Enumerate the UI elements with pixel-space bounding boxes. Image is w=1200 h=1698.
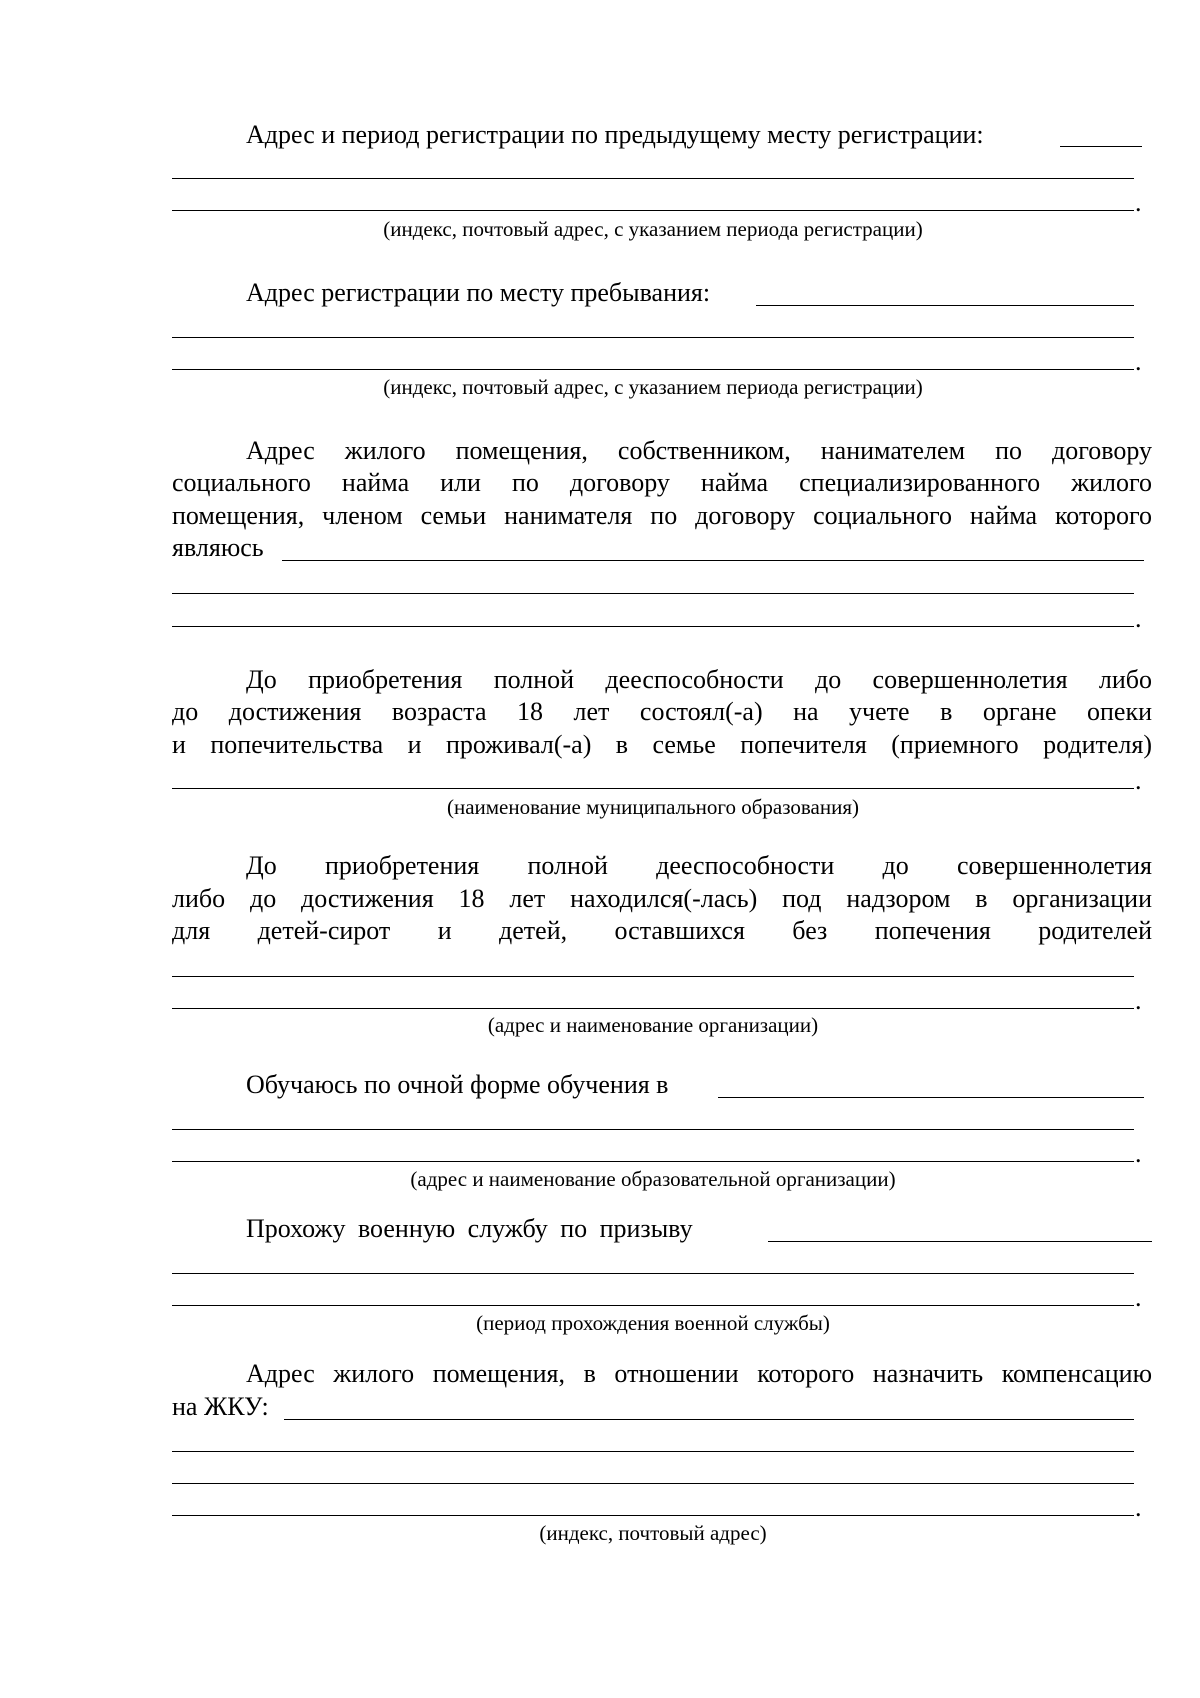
compensation-field-3[interactable] [172, 1483, 1134, 1484]
guardianship-text-line-1: До приобретения полной дееспособности до совершеннолетия либо [246, 665, 1152, 694]
prev-address-field-1[interactable] [1060, 146, 1142, 147]
education-field-2[interactable] [172, 1129, 1134, 1130]
military-field-1[interactable] [768, 1241, 1152, 1242]
orphanage-text-line-1: До приобретения полной дееспособности до совершеннолетия [246, 851, 1152, 880]
period-mark: . [1135, 347, 1142, 376]
residence-text-line-2: социального найма или по договору найма специализированного жилого [172, 468, 1152, 497]
residence-text-line-4: являюсь [172, 533, 264, 562]
guardianship-field[interactable] [172, 788, 1134, 789]
education-field-1[interactable] [718, 1097, 1144, 1098]
orphanage-caption: (адрес и наименование организации) [487, 1013, 819, 1037]
guardianship-caption: (наименование муниципального образования) [446, 795, 860, 819]
residence-field-1[interactable] [282, 560, 1144, 561]
military-field-3[interactable] [172, 1305, 1134, 1306]
guardianship-text-line-3: и попечительства и проживал(-а) в семье попечителя (приемного родителя) [172, 730, 1152, 759]
period-mark: . [1135, 1139, 1142, 1168]
education-field-3[interactable] [172, 1161, 1134, 1162]
period-mark: . [1135, 986, 1142, 1015]
stay-address-label: Адрес регистрации по месту пребывания: [246, 278, 711, 307]
education-label: Обучаюсь по очной форме обучения в [246, 1070, 669, 1099]
compensation-caption: (индекс, почтовый адрес) [539, 1521, 767, 1545]
period-mark: . [1135, 188, 1142, 217]
compensation-field-1[interactable] [284, 1419, 1134, 1420]
orphanage-field-1[interactable] [172, 976, 1134, 977]
period-mark: . [1135, 1283, 1142, 1312]
military-field-2[interactable] [172, 1273, 1134, 1274]
education-caption: (адрес и наименование образовательной организации) [410, 1167, 896, 1191]
prev-address-field-2[interactable] [172, 178, 1134, 179]
orphanage-text-line-3: для детей-сирот и детей, оставшихся без попечения родителей [172, 916, 1152, 945]
military-caption: (период прохождения военной службы) [476, 1311, 830, 1335]
period-mark: . [1135, 604, 1142, 633]
prev-address-label: Адрес и период регистрации по предыдущему месту регистрации: [246, 120, 984, 149]
military-label: Прохожу военную службу по призыву [246, 1214, 693, 1243]
residence-field-2[interactable] [172, 593, 1134, 594]
prev-address-caption: (индекс, почтовый адрес, с указанием периода регистрации) [383, 217, 923, 241]
stay-address-field-3[interactable] [172, 369, 1134, 370]
guardianship-text-line-2: до достижения возраста 18 лет состоял(-а) на учете в органе опеки [172, 697, 1152, 726]
orphanage-field-2[interactable] [172, 1008, 1134, 1009]
stay-address-field-2[interactable] [172, 337, 1134, 338]
period-mark: . [1135, 1493, 1142, 1522]
stay-address-field-1[interactable] [756, 305, 1134, 306]
orphanage-text-line-2: либо до достижения 18 лет находился(-лась) под надзором в организации [172, 884, 1152, 913]
residence-field-3[interactable] [172, 626, 1134, 627]
compensation-text-line-2: на ЖКУ: [172, 1392, 269, 1421]
residence-text-line-3: помещения, членом семьи нанимателя по договору социального найма которого [172, 501, 1152, 530]
compensation-text-line-1: Адрес жилого помещения, в отношении которого назначить компенсацию [246, 1359, 1152, 1388]
compensation-field-4[interactable] [172, 1515, 1134, 1516]
prev-address-field-3[interactable] [172, 210, 1134, 211]
period-mark: . [1135, 766, 1142, 795]
stay-address-caption: (индекс, почтовый адрес, с указанием периода регистрации) [383, 375, 923, 399]
residence-text-line-1: Адрес жилого помещения, собственником, нанимателем по договору [246, 436, 1152, 465]
compensation-field-2[interactable] [172, 1451, 1134, 1452]
